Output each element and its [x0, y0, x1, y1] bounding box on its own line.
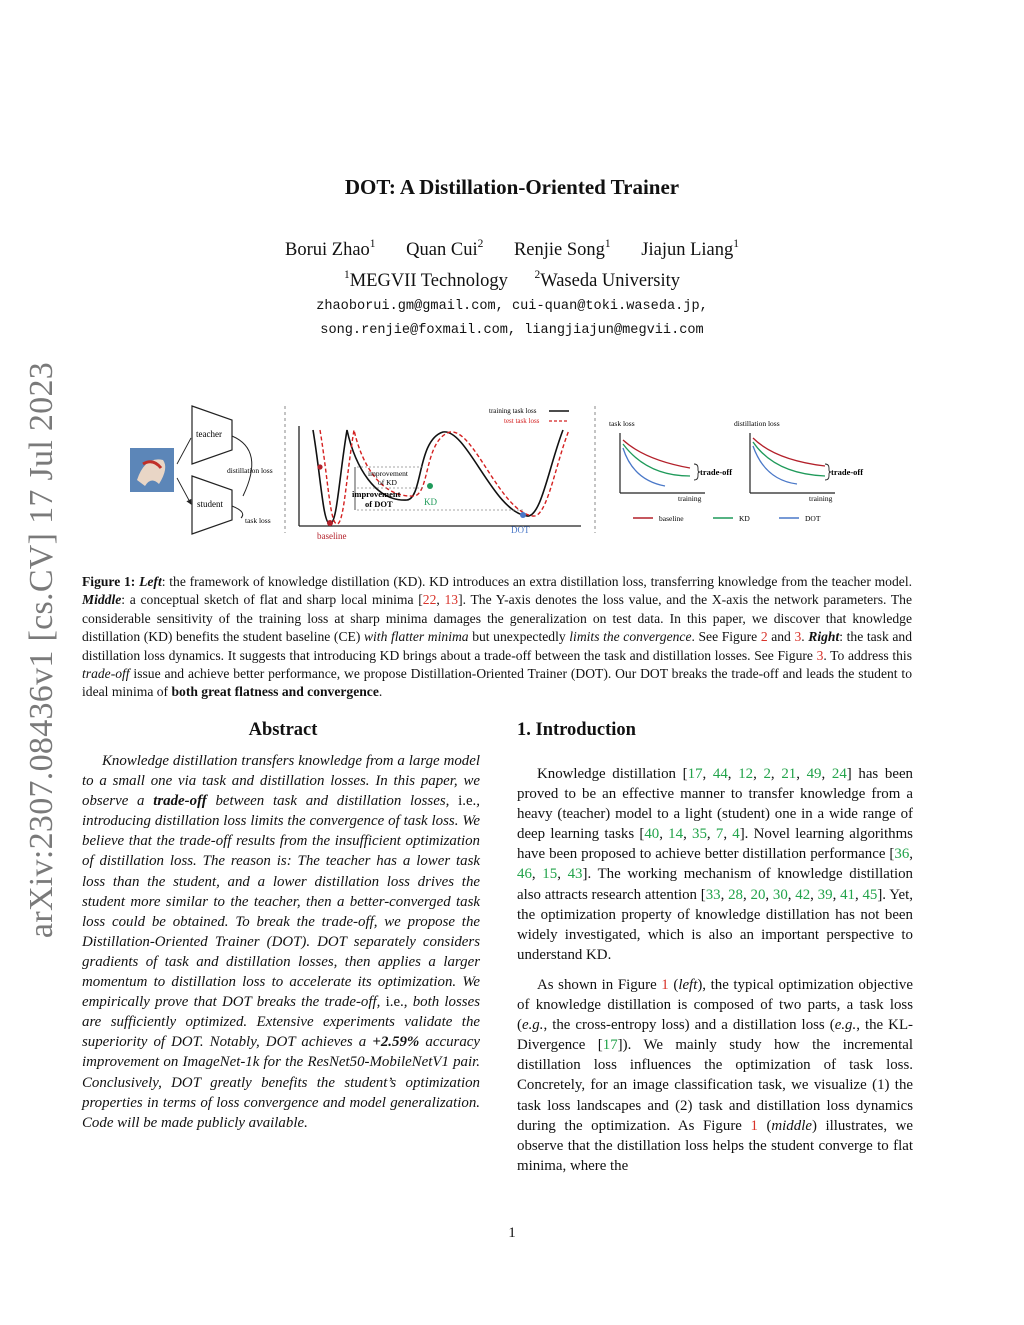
baseline-point — [327, 520, 333, 526]
introduction-heading: 1. Introduction — [517, 720, 636, 740]
citation-link[interactable]: 30 — [772, 886, 788, 903]
citation-link[interactable]: 12 — [738, 766, 754, 782]
citation-link[interactable]: 33 — [705, 886, 721, 903]
intro-paragraph-1: Knowledge distillation [17, 44, 12, 2, 21, 49, 24] has been proved to be an effective manner to transfer knowledge from a heavy (teacher) model to a light (student) one in a wide range of deep learning tasks [40, 14, 35, 7, 4]. Novel learning algorithms have been proposed to achieve better distillation performance [36, 46, 15, 43]. The working mechanism of knowledge distillation also attracts research attention [33, 28, 20, 30, 42, 39, 41, 45]. Yet, the optimization property of knowledge distillation has not been widely investigated, which is also an important perspective to understand KD. — [517, 766, 913, 963]
introduction-body — [517, 764, 913, 1186]
citation-link[interactable]: 35 — [692, 826, 707, 843]
distill-trade-off-label: trade-off — [831, 467, 864, 477]
citation-link[interactable]: 43 — [567, 866, 583, 883]
author: Borui Zhao$^1$ — [285, 237, 376, 260]
citation-link[interactable]: 41 — [840, 886, 855, 903]
citation-link[interactable]: 36 — [894, 846, 910, 863]
figure-left-panel — [130, 406, 273, 534]
citation-link[interactable]: 13 — [444, 592, 459, 608]
abstract-heading: Abstract — [248, 720, 318, 740]
arxiv-stamp-text: arXiv:2307.08436v1 [cs.CV] 17 Jul 2023 — [23, 361, 60, 939]
improvement-kd-label-2: of KD — [378, 478, 397, 487]
figure-caption: Figure 1: Left: the framework of knowledge distillation (KD). KD introduces an extra distillation loss, transferring knowledge from the teacher model. Middle: a conceptual sketch of flat and sharp local minima [22, 13]. The Y-axis denotes the loss value, and the X-axis the network parameters. The considerable sensitivity of the training loss at sharp minima damages the generalization on test data. In this paper, we discover that knowledge distillation (KD) benefits the student baseline (CE) with flatter minima but unexpectedly limits the convergence. See Figure 2 and 3. Right: the task and distillation loss dynamics. It suggests that introducing KD brings about a trade-off between the task and distillation losses. See Figure 3. To address this trade-off issue and achieve better performance, we propose Distillation-Oriented Trainer (DOT). Our DOT breaks the trade-off and leads the student to ideal minima of both great flatness and convergence. — [82, 574, 912, 700]
task-baseline-curve — [623, 440, 690, 468]
intro-paragraph-2: As shown in Figure 1 (left), the typical optimization objective of knowledge distillation is composed of two parts, a task loss (e.g., the cross-entropy loss) and a distillation loss (e.g., the KL-Divergence [17]). We mainly study how the incremental distillation loss influences the optimization of task loss. Concretely, for an image classification task, we visualize (1) the task loss landscapes and (2) task and distillation loss dynamics during the optimization. As Figure 1 (middle) illustrates, we observe that the distillation loss helps the student converge to flat minima, where the — [517, 976, 913, 1174]
legend-dot: DOT — [805, 514, 821, 523]
citation-link[interactable]: 42 — [795, 886, 811, 903]
figure-link[interactable]: 2 — [760, 629, 768, 645]
baseline-label: baseline — [317, 531, 347, 541]
legend-test-task-loss: test task loss — [504, 417, 540, 425]
left-task-loss-label: task loss — [245, 516, 271, 525]
distill-dot-curve — [753, 446, 797, 484]
legend-training-task-loss: training task loss — [489, 407, 537, 415]
citation-link[interactable]: 2 — [763, 766, 771, 782]
citation-link[interactable]: 46 — [517, 866, 532, 883]
student-label: student — [197, 499, 223, 509]
citation-link[interactable]: 40 — [644, 826, 660, 843]
improvement-kd-label-1: improvement — [368, 469, 408, 478]
right-task-loss-title: task loss — [609, 419, 635, 428]
author: Renjie Song$^1$ — [513, 237, 611, 260]
affiliation: $^1$MEGVII Technology — [343, 268, 508, 291]
citation-link[interactable]: 7 — [715, 826, 724, 843]
figure-link[interactable]: 1 — [750, 1117, 758, 1134]
baseline-test-point — [317, 464, 322, 469]
right-distillation-loss-title: distillation loss — [734, 419, 780, 428]
kd-point — [427, 483, 433, 489]
citation-link[interactable]: 17 — [602, 1037, 618, 1054]
citation-link[interactable]: 28 — [728, 886, 743, 903]
legend-kd: KD — [739, 514, 750, 523]
teacher-label: teacher — [196, 429, 222, 439]
figure-label: Figure 1: — [82, 574, 136, 589]
citation-link[interactable]: 21 — [781, 766, 797, 782]
improvement-dot-label-2: of DOT — [365, 499, 393, 509]
citation-link[interactable]: 4 — [732, 826, 740, 843]
figure-1 — [125, 398, 905, 558]
citation-link[interactable]: 14 — [668, 826, 684, 843]
citation-link[interactable]: 15 — [542, 866, 558, 883]
affiliation-list — [0, 268, 1024, 292]
task-training-axis-label: training — [678, 494, 702, 503]
page-number: 1 — [508, 1225, 516, 1241]
figure-right-panel — [609, 419, 863, 523]
email-line-1: zhaoborui.gm@gmail.com, cui-quan@toki.waseda.jp, — [316, 299, 708, 314]
dot-label: DOT — [511, 525, 530, 535]
citation-link[interactable]: 45 — [862, 886, 878, 903]
figure-link[interactable]: 3 — [816, 647, 824, 663]
citation-link[interactable]: 24 — [831, 766, 847, 782]
figure-link[interactable]: 1 — [661, 976, 669, 993]
affiliation: $^2$Waseda University — [534, 268, 681, 291]
citation-link[interactable]: 22 — [422, 592, 437, 608]
author: Jiajun Liang$^1$ — [641, 237, 739, 260]
email-line-2: song.renjie@foxmail.com, liangjiajun@megvii.com — [320, 323, 704, 338]
left-distillation-loss-label: distillation loss — [227, 466, 273, 475]
task-kd-curve — [623, 444, 690, 476]
author: Quan Cui$^2$ — [406, 237, 484, 260]
author-list — [0, 237, 1024, 261]
citation-link[interactable]: 20 — [750, 886, 766, 903]
distill-training-axis-label: training — [809, 494, 833, 503]
citation-link[interactable]: 44 — [712, 766, 728, 782]
improvement-dot-label-1: improvement — [352, 489, 401, 499]
paper-title: DOT: A Distillation-Oriented Trainer — [344, 175, 680, 199]
kd-label: KD — [424, 497, 437, 507]
distill-baseline-curve — [753, 438, 825, 466]
citation-link[interactable]: 49 — [806, 766, 822, 782]
dot-point — [520, 512, 526, 518]
figure-middle-panel — [299, 407, 581, 541]
figure-link[interactable]: 3 — [794, 629, 802, 645]
abstract-body: Knowledge distillation transfers knowledge from a large model to a small one via task and distillation losses. In this paper, we observe a trade-off between task and distillation losses, i.e., introducing distillation loss limits the convergence of task loss. We believe that the trade-off results from the insufficient optimization of distillation loss. The reason is: The teacher has a lower task loss than the student, and a lower distillation loss drives the student more similar to the teacher, then a better-converged task loss could be obtained. To break the trade-off, we propose the Distillation-Oriented Trainer (DOT). DOT separately considers gradients of task and distillation losses, then applies a larger momentum to distillation loss to accelerate its optimization. We empirically prove that DOT breaks the trade-off, i.e., both losses are sufficiently optimized. Extensive experiments validate the superiority of DOT. Notably, DOT achieves a +2.59% accuracy improvement on ImageNet-1k for the ResNet50-MobileNetV1 pair. Conclusively, DOT greatly benefits the student’s optimization properties in terms of loss convergence and model generalization. Code will be made publicly available. — [82, 753, 481, 1131]
citation-link[interactable]: 17 — [687, 766, 703, 782]
legend-baseline: baseline — [659, 514, 684, 523]
task-trade-off-label: trade-off — [700, 467, 733, 477]
citation-link[interactable]: 39 — [817, 886, 833, 903]
